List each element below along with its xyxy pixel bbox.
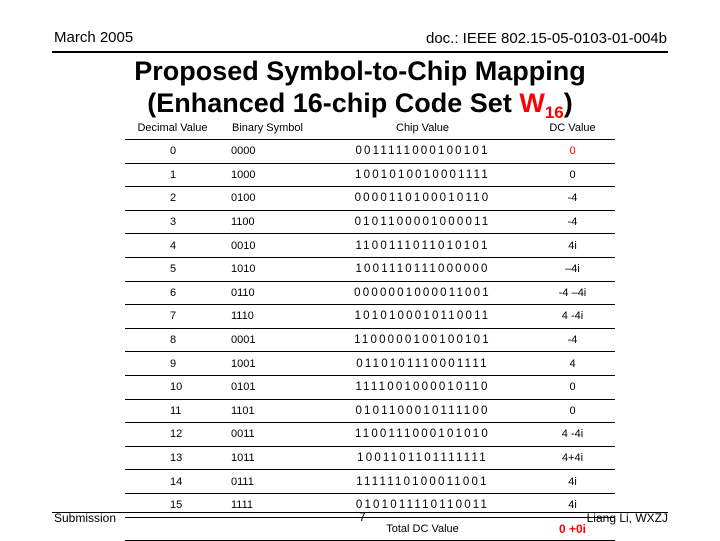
- cell-chip: 0110101110001111: [315, 352, 530, 376]
- table-row: [125, 281, 615, 305]
- table-row: [125, 375, 615, 399]
- cell-chip: 1100111000101010: [315, 423, 530, 447]
- cell-decimal: 13: [125, 446, 220, 470]
- cell-binary: 0111: [220, 470, 315, 494]
- table-row: [125, 257, 615, 281]
- cell-dc: 0: [530, 399, 615, 423]
- header-divider: [52, 51, 668, 53]
- cell-dc: 4i: [530, 470, 615, 494]
- cell-decimal: 7: [125, 305, 220, 329]
- cell-decimal: 8: [125, 328, 220, 352]
- total-dc-label: Total DC Value: [315, 517, 530, 540]
- title-w-symbol: [519, 88, 564, 122]
- col-header-dc: DC Value: [530, 117, 615, 140]
- table-header-row: [125, 117, 615, 140]
- total-row: [125, 517, 615, 540]
- slide-title-line1: Proposed Symbol-to-Chip Mapping: [134, 56, 586, 86]
- cell-decimal: 15: [125, 493, 220, 517]
- table-body: [125, 140, 615, 541]
- table-row: [125, 470, 615, 494]
- header-date: March 2005: [54, 29, 134, 46]
- cell-dc: 0: [530, 375, 615, 399]
- col-header-binary: Binary Symbol: [220, 117, 315, 140]
- cell-binary: 0001: [220, 328, 315, 352]
- cell-decimal: 3: [125, 210, 220, 234]
- table-row: [125, 305, 615, 329]
- cell-binary: 0000: [220, 140, 315, 164]
- cell-dc: -4: [530, 328, 615, 352]
- cell-decimal: 6: [125, 281, 220, 305]
- cell-binary: 1100: [220, 210, 315, 234]
- cell-chip: 1100000100100101: [315, 328, 530, 352]
- cell-dc: -4: [530, 210, 615, 234]
- col-header-chip: Chip Value: [315, 117, 530, 140]
- cell-binary: 1000: [220, 163, 315, 187]
- cell-chip: 1111110100011001: [315, 470, 530, 494]
- table-row: [125, 423, 615, 447]
- table-row: [125, 210, 615, 234]
- footer-author: Liang Li, WXZJ: [586, 511, 668, 525]
- footer-submission: Submission: [54, 511, 117, 525]
- cell-chip: 0101011110110011: [315, 493, 530, 517]
- header-doc-id: doc.: IEEE 802.15-05-0103-01-004b: [425, 30, 667, 47]
- cell-binary: 0010: [220, 234, 315, 258]
- col-header-decimal: Decimal Value: [125, 117, 220, 140]
- cell-chip: 1001010010001111: [315, 163, 530, 187]
- cell-binary: 1011: [220, 446, 315, 470]
- cell-chip: 0101100001000011: [315, 210, 530, 234]
- cell-decimal: 9: [125, 352, 220, 376]
- table-row: [125, 163, 615, 187]
- cell-binary: 1111: [220, 493, 315, 517]
- total-dc-value: 0 +0i: [530, 517, 615, 540]
- cell-decimal: 5: [125, 257, 220, 281]
- title-line2-suffix: ): [563, 88, 573, 118]
- cell-decimal: 1: [125, 163, 220, 187]
- cell-decimal: 11: [125, 399, 220, 423]
- cell-binary: 0101: [220, 375, 315, 399]
- total-blank-1: [125, 517, 220, 540]
- cell-chip: 1001101101111111: [315, 446, 530, 470]
- table-row: [125, 352, 615, 376]
- cell-decimal: 14: [125, 470, 220, 494]
- cell-decimal: 0: [125, 140, 220, 164]
- cell-chip: 1111001000010110: [315, 375, 530, 399]
- cell-binary: 0011: [220, 423, 315, 447]
- table-row: [125, 328, 615, 352]
- table-row: [125, 234, 615, 258]
- cell-chip: 1001110111000000: [315, 257, 530, 281]
- cell-binary: 1101: [220, 399, 315, 423]
- cell-dc: 0: [530, 163, 615, 187]
- footer-page-number: 7: [359, 510, 366, 524]
- cell-decimal: 12: [125, 423, 220, 447]
- cell-decimal: 2: [125, 187, 220, 211]
- cell-chip: 0000001000011001: [315, 281, 530, 305]
- cell-dc: 4i: [530, 234, 615, 258]
- symbol-chip-table: [125, 117, 615, 541]
- cell-decimal: 10: [125, 375, 220, 399]
- cell-dc: –4i: [530, 257, 615, 281]
- cell-binary: 0100: [220, 187, 315, 211]
- table-row: [125, 140, 615, 164]
- cell-binary: 0110: [220, 281, 315, 305]
- cell-dc: 4 -4i: [530, 305, 615, 329]
- table-row: [125, 493, 615, 517]
- table-row: [125, 187, 615, 211]
- cell-chip: 1100111011010101: [315, 234, 530, 258]
- cell-chip: 0011111000100101: [315, 140, 530, 164]
- title-w: W: [519, 88, 545, 118]
- cell-binary: 1001: [220, 352, 315, 376]
- cell-dc: -4: [530, 187, 615, 211]
- cell-chip: 0101100010111100: [315, 399, 530, 423]
- cell-dc: 0: [530, 140, 615, 164]
- cell-binary: 1110: [220, 305, 315, 329]
- table-row: [125, 446, 615, 470]
- title-line2-prefix: (Enhanced 16-chip Code Set: [147, 88, 520, 118]
- cell-chip: 1010100010110011: [315, 305, 530, 329]
- cell-dc: 4+4i: [530, 446, 615, 470]
- table-row: [125, 399, 615, 423]
- total-blank-2: [220, 517, 315, 540]
- cell-decimal: 4: [125, 234, 220, 258]
- cell-dc: -4 –4i: [530, 281, 615, 305]
- cell-dc: 4 -4i: [530, 423, 615, 447]
- title-w-subscript: 16: [544, 103, 564, 122]
- cell-dc: 4: [530, 352, 615, 376]
- cell-chip: 0000110100010110: [315, 187, 530, 211]
- cell-dc: 4i: [530, 493, 615, 517]
- cell-binary: 1010: [220, 257, 315, 281]
